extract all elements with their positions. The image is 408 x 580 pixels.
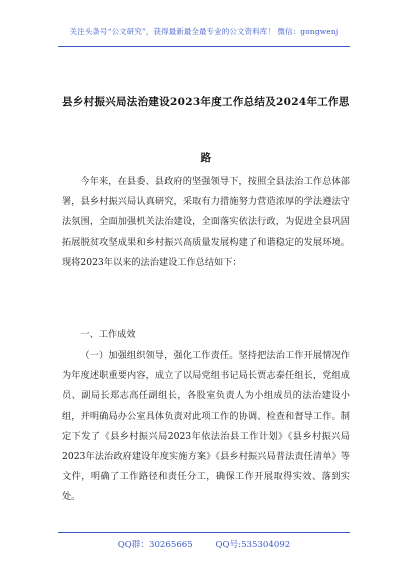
section-heading: 一、工作成效 [80, 329, 136, 340]
footer-qq-group: QQ群：30265665 [117, 540, 193, 550]
section-paragraph-container [62, 346, 350, 508]
footer [0, 538, 408, 550]
footer-qq-number: QQ号:535304092 [215, 540, 291, 550]
document-title-line2: 路 [200, 152, 212, 164]
footer-rule [58, 532, 350, 533]
section-paragraph: （一）加强组织领导，强化工作责任。坚持把法治工作开展情况作为年度述职重要内容，成立了以局党组书记局长贾志泰任组长，党组成员、副局长郑志高任副组长，各股室负责人为小组成员的法治建设小组，并明确局办公室具体负责对此项工作的协调、检查和督导工作。制定下发了《县乡村振兴局2023年依法治县工作计划》《县乡村振兴局2023年法治政府建设年度实施方案》《县乡村振兴局普法责任清单》等文件，明确了工作路径和责任分工，确保工作开展取得实效、落到实处。 [62, 350, 350, 503]
document-title-line1: 县乡村振兴局法治建设2023年度工作总结及2024年工作思 [62, 96, 350, 108]
header-note: 关注头条号“公文研究”，获得最新最全最专业的公文资料库！ 微信：gongwenj [69, 27, 339, 36]
intro-paragraph-container [62, 172, 350, 273]
header-rule [58, 46, 350, 47]
intro-paragraph: 今年来，在县委、县政府的坚强领导下，按照全县法治工作总体部署，县乡村振兴局认真研究，采取有力措施努力营造浓厚的学法遵法守法氛围，全面加强机关法治建设，全面落实依法行政，为促进全县巩固拓展脱贫攻坚成果和乡村振兴高质量发展构建了和谐稳定的发展环境。现将2023年以来的法治建设工作总结如下： [62, 176, 350, 268]
